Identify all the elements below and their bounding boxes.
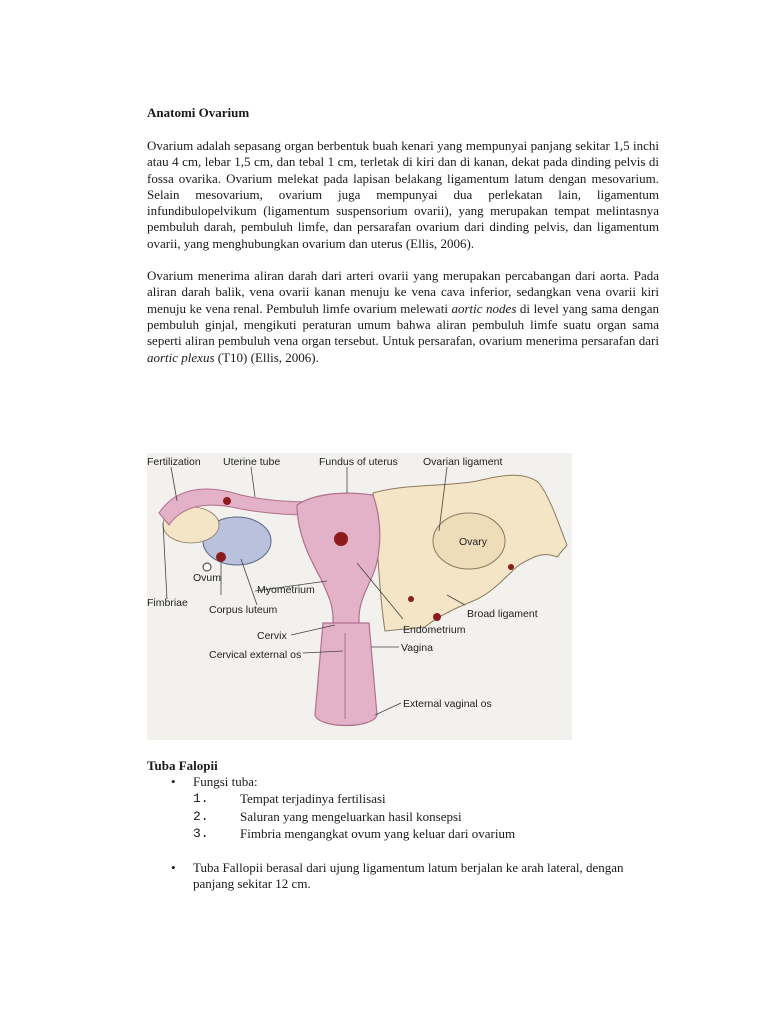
label-external-os: External vaginal os xyxy=(403,698,492,710)
paragraph-2-text-c: (T10) (Ellis, 2006). xyxy=(214,349,319,365)
bullet-text-tuba: Tuba Fallopii berasal dari ujung ligamentum latum berjalan ke arah lateral, dengan panjang sekitar 12 cm. xyxy=(193,859,624,891)
numbered-item xyxy=(193,825,667,843)
anatomy-illustration xyxy=(147,453,572,740)
label-uterine-tube: Uterine tube xyxy=(223,456,281,468)
label-fimbriae: Fimbriae xyxy=(147,597,188,609)
heading-anatomi-ovarium: Anatomi Ovarium xyxy=(147,105,250,120)
paragraph-2-text-a: Ovarium menerima aliran darah dari arteri ovarii yang merupakan percabangan dari aorta. Pada aliran darah balik, vena ovarii kanan menuju ke vena cava inferior, sedangkan vena ovarii kiri menuju ke vena renal. Pembuluh limfe ovarium melewati xyxy=(147,268,659,316)
section-ovarium xyxy=(147,104,659,366)
item-number: 3. xyxy=(193,826,209,841)
aortic-nodes-term: aortic nodes xyxy=(451,300,517,316)
heading-tuba-falopii: Tuba Falopii xyxy=(147,758,218,773)
paragraph-1: Ovarium adalah sepasang organ berbentuk buah kenari yang mempunyai panjang sekitar 1,5 inchi atau 4 cm, lebar 1,5 cm, dan tebal 1 cm, terletak di kiri dan di kanan, dekat pada dinding pelvis di fossa ovarika. Ovarium melekat pada lapisan belakang ligamentum latum dengan mesovarium. Selain mesovarium, ovarium juga mempunyai dua perlekatan lain, ligamentum infundibulopelvikum (ligamentum suspensorium ovarii), yang merupakan tempat melintasnya pembuluh darah, pembuluh limfe, dan persarafan ovarium dari dinding pelvis, dan ligamentum ovarii, yang menghubungkan ovarium dan uterus (Ellis, 2006). xyxy=(147,138,659,251)
bullet-item-fungsi xyxy=(147,774,667,843)
item-text: Fimbria mengangkat ovum yang keluar dari ovarium xyxy=(240,826,516,841)
label-ovarian-ligament: Ovarian ligament xyxy=(423,456,503,468)
aortic-plexus-term: aortic plexus xyxy=(147,349,215,365)
label-ovum: Ovum xyxy=(193,572,222,584)
label-endometrium: Endometrium xyxy=(403,624,466,636)
label-cervix: Cervix xyxy=(257,630,287,642)
bullet-item-tuba xyxy=(147,860,667,892)
bullet-icon: • xyxy=(171,859,176,875)
bullet-text-fungsi: Fungsi tuba: xyxy=(193,774,258,789)
vagina-shape xyxy=(315,623,377,726)
label-fertilization: Fertilization xyxy=(147,456,201,468)
item-text: Tempat terjadinya fertilisasi xyxy=(240,791,386,806)
numbered-item xyxy=(193,808,667,826)
item-text: Saluran yang mengeluarkan hasil konsepsi xyxy=(240,808,462,824)
paragraph-2 xyxy=(147,268,659,366)
label-fundus: Fundus of uterus xyxy=(319,456,398,468)
section-tuba-falopii xyxy=(147,757,667,892)
label-broad-ligament: Broad ligament xyxy=(467,608,538,620)
label-vagina: Vagina xyxy=(401,642,433,654)
item-number: 1. xyxy=(193,791,209,806)
label-myometrium: Myometrium xyxy=(257,584,315,596)
list-spacer xyxy=(147,843,667,860)
label-cervical-os: Cervical external os xyxy=(209,649,302,661)
numbered-list xyxy=(193,790,667,843)
bullet-icon: • xyxy=(171,774,176,789)
item-number: 2. xyxy=(193,808,209,824)
label-corpus-luteum: Corpus luteum xyxy=(209,604,278,616)
label-ovary: Ovary xyxy=(459,536,488,548)
numbered-item xyxy=(193,790,667,808)
bullet-list xyxy=(147,774,667,892)
uterus-ovary-figure xyxy=(147,453,572,740)
paragraph-2-text-b: di level yang sama dengan pembuluh ginjal, mengikuti peraturan umum bahwa aliran pembuluh limfe suatu organ sama seperti aliran pembuluh vena organ tersebut. Untuk persarafan, ovarium menerima persarafan dari xyxy=(147,300,659,349)
